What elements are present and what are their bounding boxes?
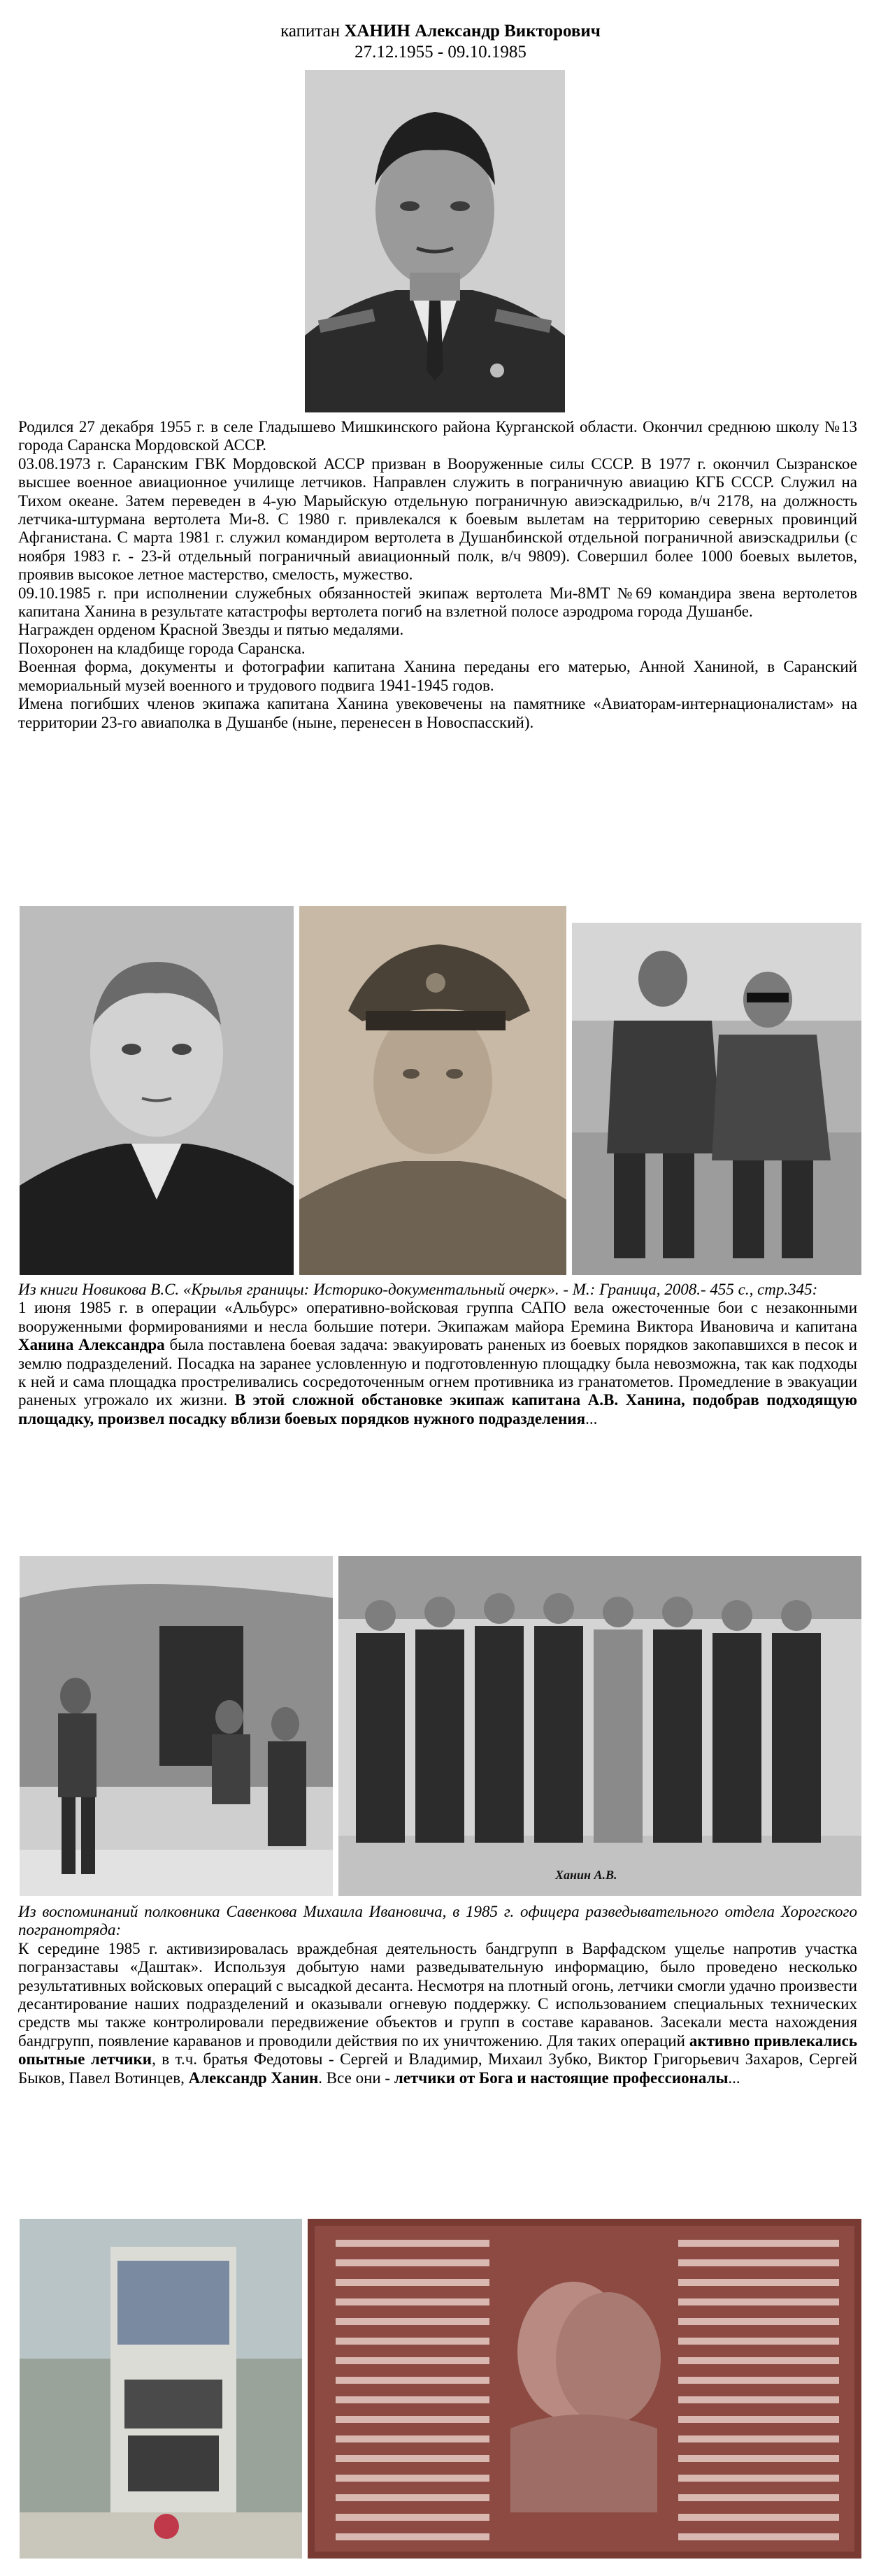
- group-officers-photo: [338, 1556, 861, 1896]
- bio-paragraph: Имена погибших членов экипажа капитана Ханина увековечены на памятнике «Авиаторам-интернационалистам» на территории 23-го авиаполка в Душанбе (ныне, перенесен в Новоспасский).: [18, 695, 857, 731]
- portrait-photo: [305, 70, 565, 412]
- bio-paragraph: Родился 27 декабря 1955 г. в селе Гладышево Мишкинского района Курганской области. Окончил среднюю школу №13 города Саранска Мордовской АССР.: [18, 418, 857, 454]
- rank: капитан: [280, 22, 341, 41]
- memoir-ellipsis: ...: [728, 2068, 740, 2087]
- person-name: ХАНИН Александр Викторович: [344, 22, 601, 41]
- memoir-text-part: К середине 1985 г. активизировалась враждебная деятельность бандгрупп в Варфадском ущелье напротив участка погранзаставы «Даштак». Используя добытую нами разведывательную информацию, было проведено несколько результативных войсковых операций с высадкой десанта. Несмотря на плотный огонь, летчики смогли удачно произвести десантирование наших подразделений и оказывали огневую поддержку. С использованием специальных технических средств мы также контролировали передвижение объектов и групп в составе караванов. Засекали места нахождения бандгрупп, появление караванов и проводили действия по их уничтожению. Для таких операций: [18, 1939, 857, 2050]
- memoir-source: Из воспоминаний полковника Савенкова Михаила Ивановича, в 1985 г. офицера разведывательного отдела Хорогского погранотряда:: [18, 1903, 857, 1939]
- bio-paragraph: 03.08.1973 г. Саранским ГВК Мордовской АССР призван в Вооруженные силы СССР. В 1977 г. окончил Сызранское высшее военное авиационное училище летчиков. Направлен служить в пограничную авиацию КГБ СССР. Служил на Тихом океане. Затем переведен в 4-ую Марыйскую отдельную пограничную авиэскадрилью, в/ч 2178, на должность летчика-штурмана вертолета Ми-8. С 1980 г. привлекался к боевым вылетам на территорию северных провинций Афганистана. С марта 1981 г. служил командиром вертолета в Душанбинской отдельной пограничной авиэскадрильи (с ноября 1983 г. - 23-й отдельный пограничный авиационный полк, в/ч 9809). Совершил более 1000 боевых вылетов, проявив высокое летное мастерство, смелость, мужество.: [18, 454, 857, 584]
- book-text: [18, 1299, 857, 1428]
- biography: [18, 418, 857, 732]
- memoir-text-part: , в т.ч. братья Федотовы - Сергей и Владимир, Михаил Зубко, Виктор Григорьевич Захаров, Сергей Быков, Павел Вотинцев,: [18, 2050, 858, 2087]
- book-text-part: была поставлена боевая задача: эвакуировать раненых из боевых порядков закопавшихся в песок и землю подразделений. Посадка на заранее условленную и подготовленную площадку была невозможна, так как подходы к ней и сама площадка простреливались сосредоточенным огнем противника из гранатометов. Промедление в эвакуации раненых угрожало их жизни.: [18, 1336, 857, 1409]
- memoir-text-part: . Все они -: [318, 2068, 394, 2087]
- book-name-bold: Ханина Александра: [18, 1336, 165, 1354]
- memoir-bold-name: Александр Ханин: [188, 2068, 319, 2087]
- memoir-excerpt: [18, 1903, 857, 2087]
- book-excerpt: [18, 1281, 857, 1428]
- memoir-text: [18, 1940, 857, 2087]
- book-source: Из книги Новикова В.С. «Крылья границы: Историко-документальный очерк». - М.: Граница, 2008.- 455 с., стр.345:: [18, 1281, 818, 1298]
- monument-photo: [20, 2219, 302, 2559]
- book-ellipsis: ...: [585, 1409, 598, 1427]
- memoir-bold: летчики от Бога и настоящие профессионалы: [394, 2068, 729, 2087]
- cadet-photo: [299, 906, 566, 1275]
- book-text-part: 1 июня 1985 г. в операции «Альбурс» оперативно-войсковая группа САПО вела ожесточенные бои с незаконными вооруженными формированиями и несла большие потери. Экипажам майора Еремина Виктора Ивановича и капитана: [18, 1299, 857, 1335]
- helicopter-crew-photo: [20, 1556, 333, 1896]
- header-title-line: [0, 21, 881, 42]
- memorial-plaque-photo: [308, 2219, 861, 2559]
- two-soldiers-photo: [572, 923, 861, 1275]
- book-text-bold: В этой сложной обстановке экипаж капитана А.В. Ханина, подобрав подходящую площадку, произвел посадку вблизи боевых порядков нужного подразделения: [18, 1391, 857, 1427]
- photo-caption: Ханин А.В.: [555, 1868, 617, 1882]
- life-dates: 27.12.1955 - 09.10.1985: [354, 43, 527, 62]
- bio-paragraph: Похоронен на кладбище города Саранска.: [18, 639, 306, 657]
- childhood-photo: [20, 906, 294, 1275]
- page-header: [0, 21, 881, 63]
- memoir-bold: активно привлекались опытные летчики: [18, 2031, 857, 2068]
- bio-paragraph: Награжден орденом Красной Звезды и пятью медалями.: [18, 621, 404, 639]
- bio-paragraph: Военная форма, документы и фотографии капитана Ханина переданы его матерью, Анной Ханиной, в Саранский мемориальный музей военного и трудового подвига 1941-1945 годов.: [18, 658, 857, 694]
- bio-paragraph: 09.10.1985 г. при исполнении служебных обязанностей экипаж вертолета Ми-8МТ №69 командира звена вертолетов капитана Ханина в результате катастрофы вертолета погиб на взлетной полосе аэродрома города Душанбе.: [18, 584, 857, 621]
